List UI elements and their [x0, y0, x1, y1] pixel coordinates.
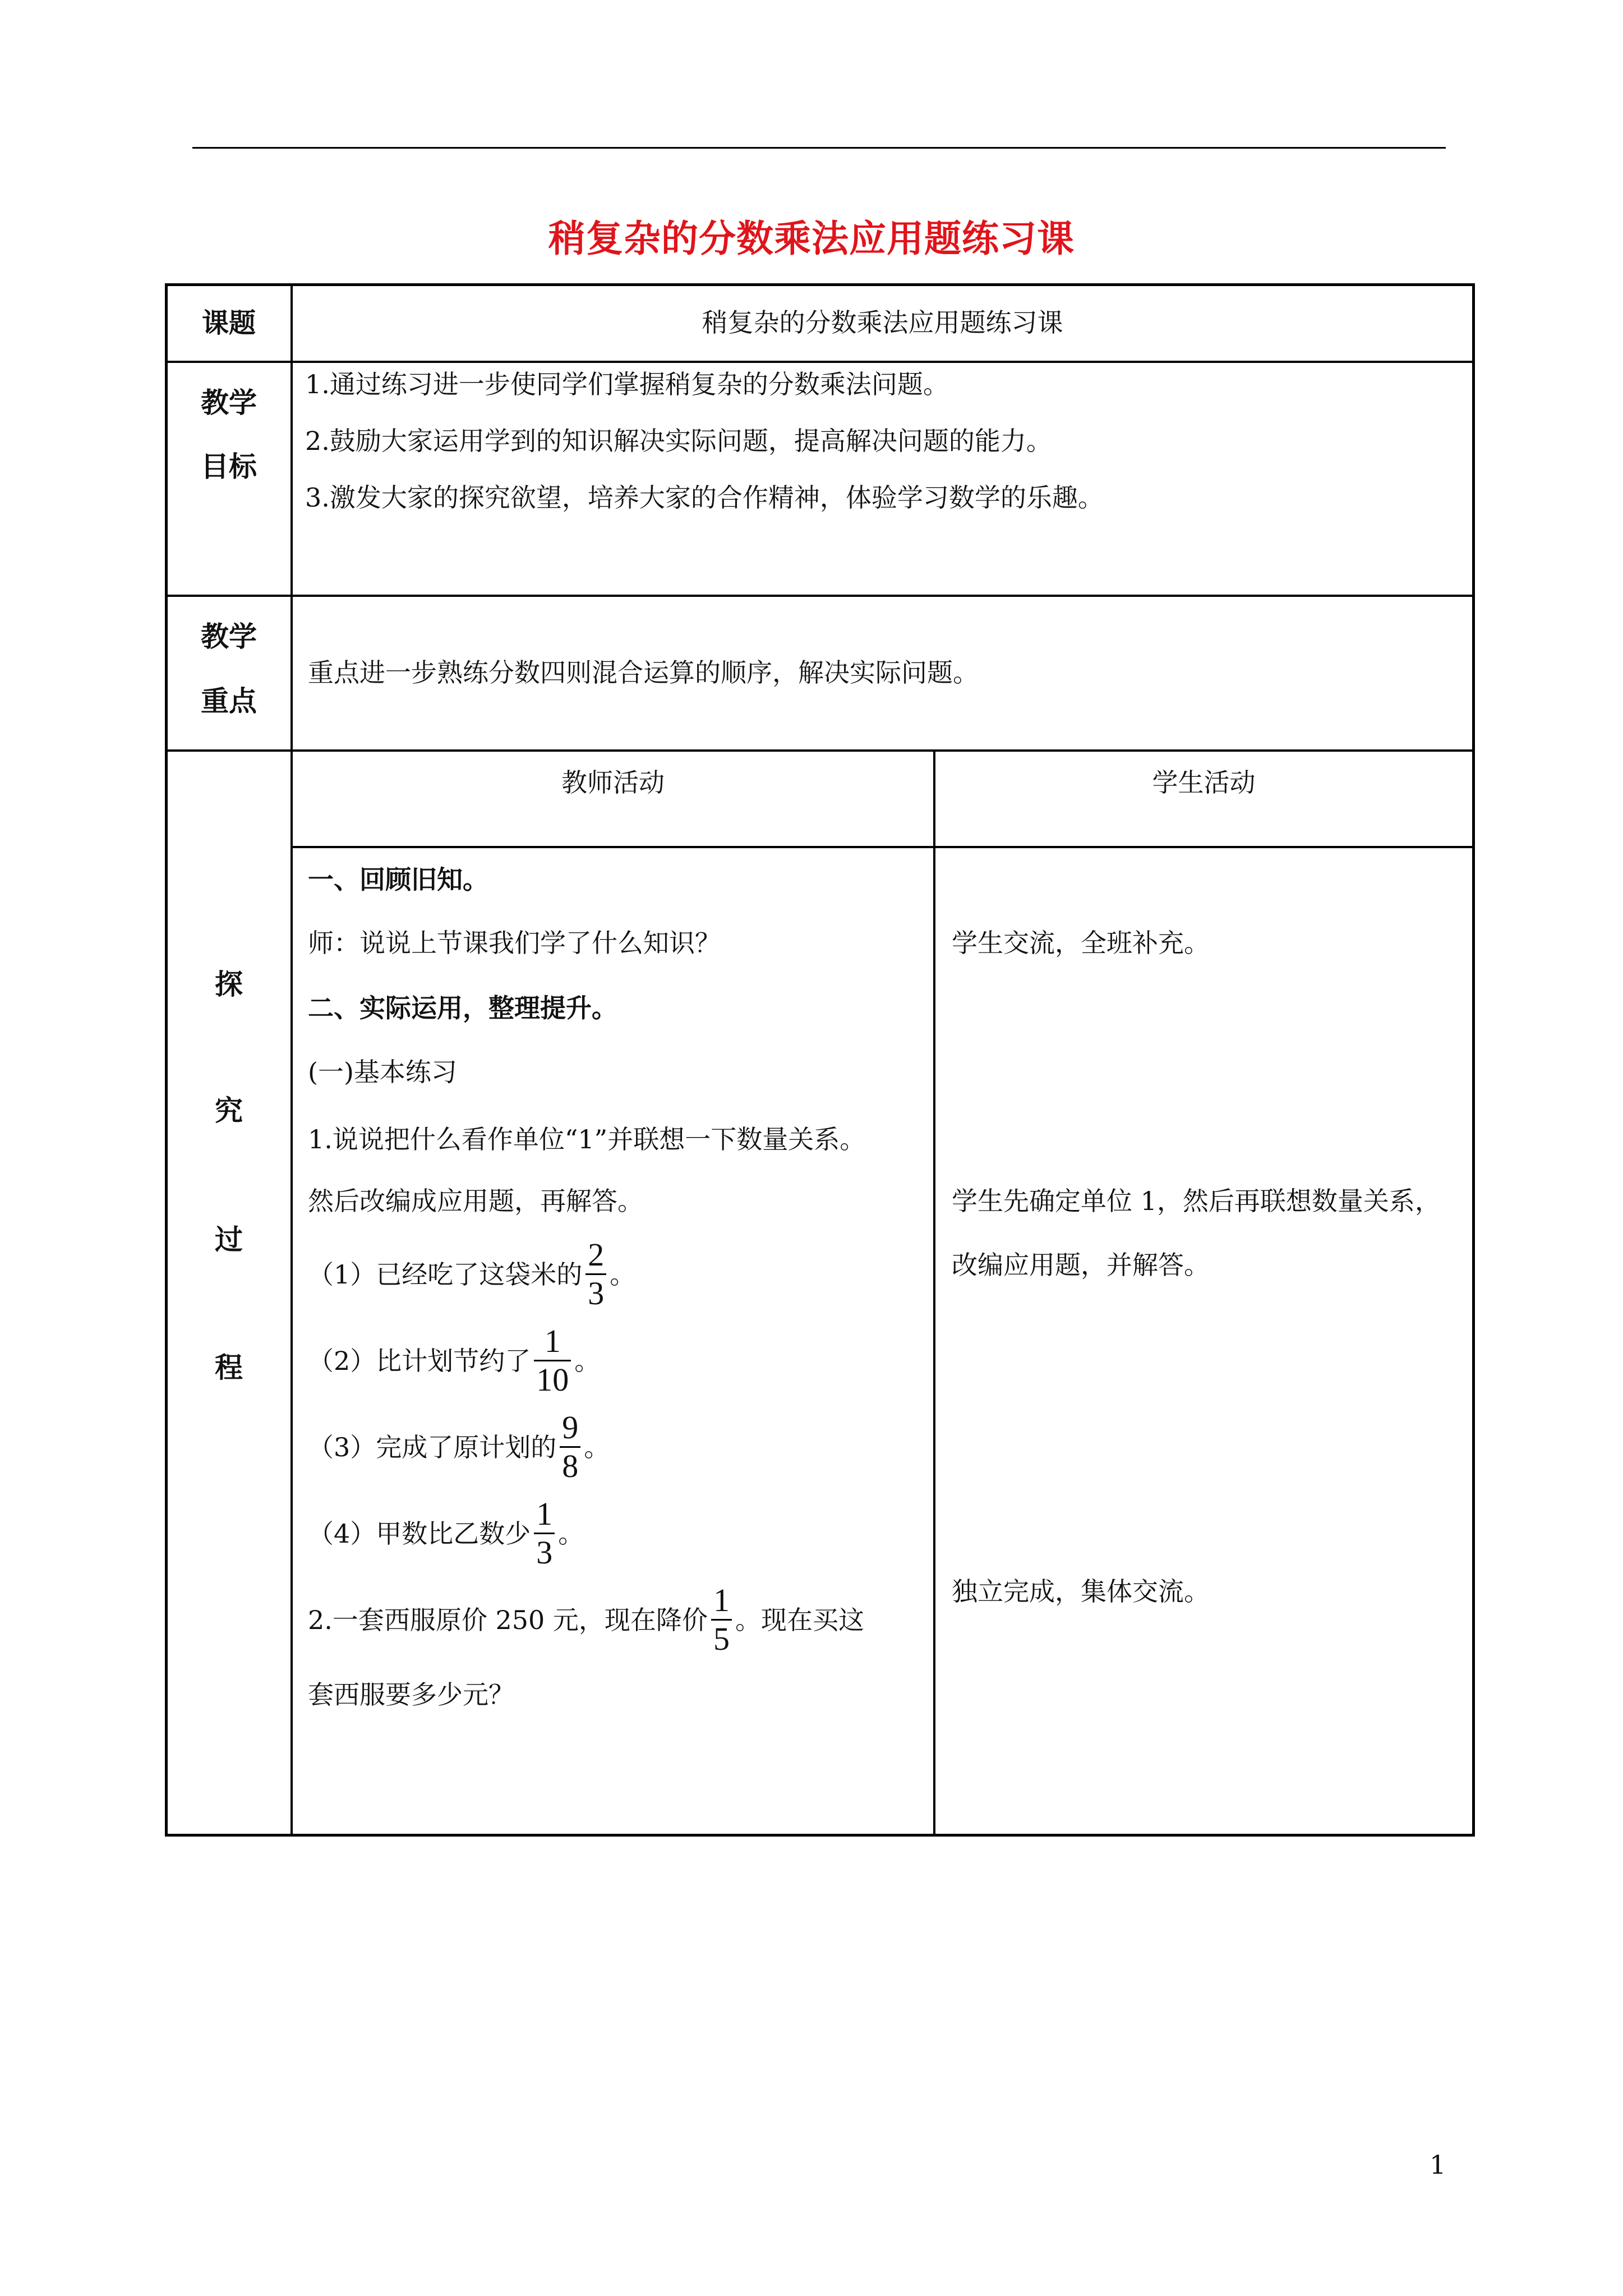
process-label-2: 究: [215, 1094, 243, 1127]
student-activity-header: 学生活动: [1152, 767, 1256, 798]
exercise-1-item-3: （3）完成了原计划的 $\frac{9}{8}$ 。: [308, 1409, 610, 1484]
focus-text: 重点进一步熟练分数四则混合运算的顺序，解决实际问题。: [308, 657, 979, 688]
student-activity-1: 学生交流，全班补充。: [952, 928, 1210, 958]
goals-label-2: 目标: [201, 450, 257, 483]
student-activity-2-line-1: 学生先确定单位 1，然后再联想数量关系，: [952, 1186, 1441, 1216]
page-number: 1: [1430, 2150, 1446, 2180]
focus-label-2: 重点: [201, 684, 257, 717]
goal-item-3: 3.激发大家的探究欲望，培养大家的合作精神，体验学习数学的乐趣。: [305, 482, 1104, 513]
student-activity-3: 独立完成，集体交流。: [952, 1576, 1210, 1607]
goals-label-1: 教学: [201, 386, 257, 419]
student-activity-2-line-2: 改编应用题，并解答。: [952, 1250, 1210, 1280]
fraction-9-8: $\frac{9}{8}$: [560, 1411, 580, 1483]
fraction-1-3: $\frac{1}{3}$: [534, 1498, 555, 1569]
header-rule: [192, 147, 1446, 149]
focus-label-1: 教学: [201, 620, 257, 653]
exercise-2-line-1: 2.一套西服原价 250 元，现在降价 $\frac{1}{5}$ 。现在买这: [308, 1582, 864, 1657]
teacher-activity-header: 教师活动: [561, 767, 665, 798]
topic-label: 课题: [202, 307, 256, 339]
exercise-1-item-2: （2）比计划节约了 $\frac{1}{10}$ 。: [308, 1323, 601, 1398]
goal-item-1: 1.通过练习进一步使同学们掌握稍复杂的分数乘法问题。: [305, 369, 949, 399]
topic-value: 稍复杂的分数乘法应用题练习课: [702, 307, 1063, 338]
process-label-4: 程: [215, 1351, 243, 1384]
process-label-1: 探: [215, 968, 243, 1001]
basic-practice-title: (一)基本练习: [308, 1057, 457, 1087]
fraction-1-5: $\frac{1}{5}$: [711, 1584, 732, 1655]
exercise-1-line-2: 然后改编成应用题，再解答。: [308, 1186, 643, 1216]
exercise-1-item-1: （1）已经吃了这袋米的 $\frac{2}{3}$ 。: [308, 1236, 636, 1312]
fraction-2-3: $\frac{2}{3}$: [585, 1239, 606, 1310]
teacher-question: 师：说说上节课我们学了什么知识？: [308, 928, 721, 958]
exercise-2-line-2: 套西服要多少元？: [308, 1680, 514, 1710]
section-review: 一、回顾旧知。: [308, 864, 488, 895]
goal-item-2: 2.鼓励大家运用学到的知识解决实际问题，提高解决问题的能力。: [305, 426, 1052, 456]
fraction-1-10: $\frac{1}{10}$: [534, 1325, 571, 1396]
page-title: 稍复杂的分数乘法应用题练习课: [548, 217, 1075, 260]
exercise-1-item-4: （4）甲数比乙数少 $\frac{1}{3}$ 。: [308, 1496, 584, 1571]
exercise-1-line-1: 1.说说把什么看作单位“1”并联想一下数量关系。: [308, 1124, 866, 1154]
section-practice: 二、实际运用，整理提升。: [308, 993, 617, 1023]
process-label-3: 过: [215, 1223, 243, 1256]
